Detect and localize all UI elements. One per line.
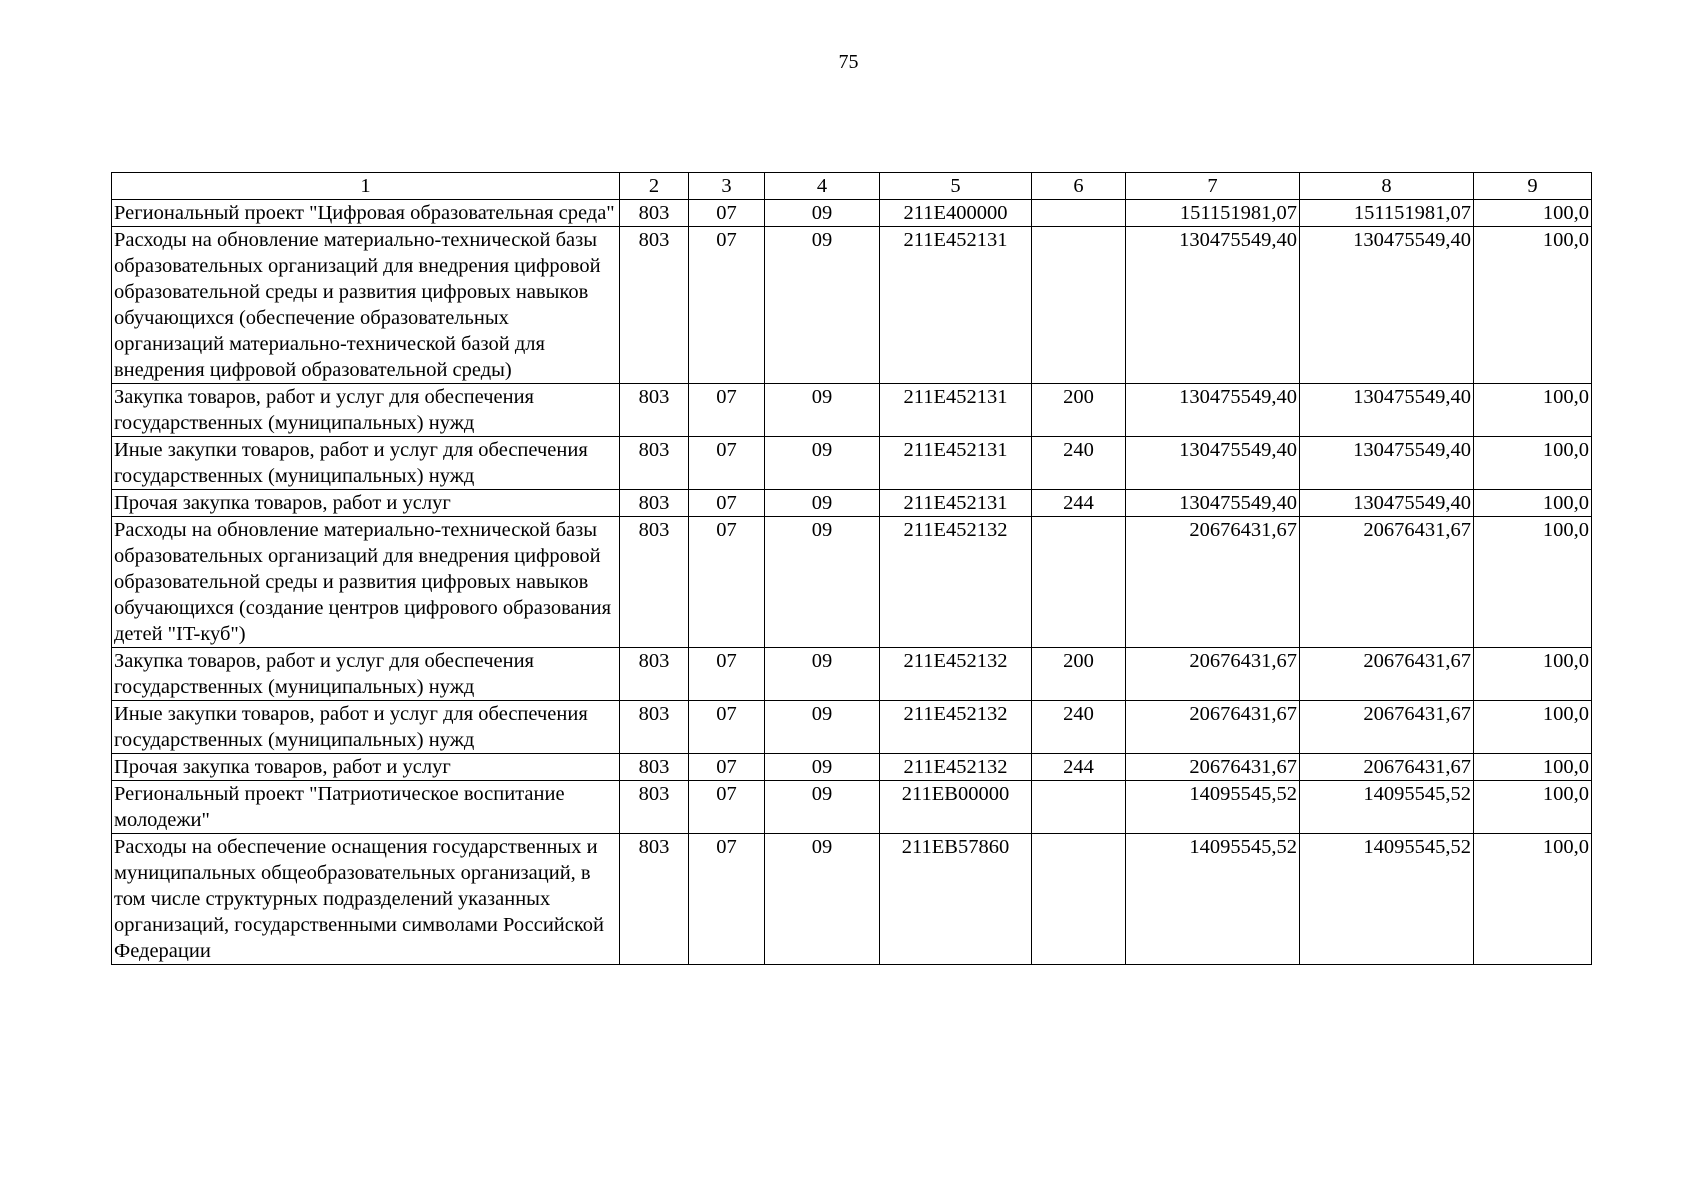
table-row xyxy=(112,754,1592,781)
subsection-code: 09 xyxy=(765,781,880,834)
ministry-code: 803 xyxy=(620,200,689,227)
planned-amount: 20676431,67 xyxy=(1126,754,1300,781)
target-article-code: 211E452132 xyxy=(880,754,1032,781)
expense-type-code xyxy=(1032,227,1126,384)
target-article-code: 211E400000 xyxy=(880,200,1032,227)
planned-amount: 130475549,40 xyxy=(1126,437,1300,490)
executed-amount: 14095545,52 xyxy=(1300,781,1474,834)
column-header: 8 xyxy=(1300,173,1474,200)
expense-type-code: 240 xyxy=(1032,701,1126,754)
planned-amount: 14095545,52 xyxy=(1126,834,1300,965)
section-code: 07 xyxy=(689,490,765,517)
column-header: 2 xyxy=(620,173,689,200)
section-code: 07 xyxy=(689,227,765,384)
target-article-code: 211E452131 xyxy=(880,437,1032,490)
executed-amount: 130475549,40 xyxy=(1300,490,1474,517)
expense-type-code: 244 xyxy=(1032,490,1126,517)
page-number: 75 xyxy=(838,51,859,73)
expense-type-code: 244 xyxy=(1032,754,1126,781)
expense-name: Прочая закупка товаров, работ и услуг xyxy=(112,490,620,517)
planned-amount: 151151981,07 xyxy=(1126,200,1300,227)
table-row xyxy=(112,490,1592,517)
ministry-code: 803 xyxy=(620,517,689,648)
expense-type-code xyxy=(1032,517,1126,648)
section-code: 07 xyxy=(689,437,765,490)
expense-name: Закупка товаров, работ и услуг для обеспечения государственных (муниципальных) нужд xyxy=(112,648,620,701)
executed-amount: 20676431,67 xyxy=(1300,754,1474,781)
ministry-code: 803 xyxy=(620,490,689,517)
expense-name: Закупка товаров, работ и услуг для обеспечения государственных (муниципальных) нужд xyxy=(112,384,620,437)
expense-name: Иные закупки товаров, работ и услуг для обеспечения государственных (муниципальных) нужд xyxy=(112,701,620,754)
planned-amount: 20676431,67 xyxy=(1126,517,1300,648)
execution-percent: 100,0 xyxy=(1474,437,1592,490)
section-code: 07 xyxy=(689,648,765,701)
subsection-code: 09 xyxy=(765,834,880,965)
execution-percent: 100,0 xyxy=(1474,490,1592,517)
execution-percent: 100,0 xyxy=(1474,754,1592,781)
target-article-code: 211E452131 xyxy=(880,227,1032,384)
ministry-code: 803 xyxy=(620,648,689,701)
execution-percent: 100,0 xyxy=(1474,648,1592,701)
executed-amount: 14095545,52 xyxy=(1300,834,1474,965)
table-row xyxy=(112,648,1592,701)
column-header: 4 xyxy=(765,173,880,200)
section-code: 07 xyxy=(689,701,765,754)
ministry-code: 803 xyxy=(620,701,689,754)
header-row xyxy=(112,173,1592,200)
expense-name: Региональный проект "Цифровая образовательная среда" xyxy=(112,200,620,227)
table-row xyxy=(112,200,1592,227)
subsection-code: 09 xyxy=(765,227,880,384)
execution-percent: 100,0 xyxy=(1474,834,1592,965)
execution-percent: 100,0 xyxy=(1474,200,1592,227)
execution-percent: 100,0 xyxy=(1474,384,1592,437)
execution-percent: 100,0 xyxy=(1474,781,1592,834)
executed-amount: 130475549,40 xyxy=(1300,437,1474,490)
expense-type-code: 240 xyxy=(1032,437,1126,490)
expense-type-code xyxy=(1032,834,1126,965)
planned-amount: 20676431,67 xyxy=(1126,701,1300,754)
table-row xyxy=(112,437,1592,490)
budget-table xyxy=(111,172,1592,965)
ministry-code: 803 xyxy=(620,754,689,781)
target-article-code: 211E452131 xyxy=(880,490,1032,517)
subsection-code: 09 xyxy=(765,437,880,490)
table-row xyxy=(112,834,1592,965)
section-code: 07 xyxy=(689,200,765,227)
expense-type-code xyxy=(1032,781,1126,834)
planned-amount: 130475549,40 xyxy=(1126,384,1300,437)
execution-percent: 100,0 xyxy=(1474,701,1592,754)
target-article-code: 211E452132 xyxy=(880,648,1032,701)
target-article-code: 211E452132 xyxy=(880,701,1032,754)
executed-amount: 130475549,40 xyxy=(1300,227,1474,384)
expense-name: Прочая закупка товаров, работ и услуг xyxy=(112,754,620,781)
subsection-code: 09 xyxy=(765,517,880,648)
column-header: 9 xyxy=(1474,173,1592,200)
target-article-code: 211EB57860 xyxy=(880,834,1032,965)
column-header: 7 xyxy=(1126,173,1300,200)
executed-amount: 130475549,40 xyxy=(1300,384,1474,437)
table-row xyxy=(112,384,1592,437)
section-code: 07 xyxy=(689,781,765,834)
section-code: 07 xyxy=(689,517,765,648)
table-row xyxy=(112,701,1592,754)
ministry-code: 803 xyxy=(620,227,689,384)
planned-amount: 130475549,40 xyxy=(1126,227,1300,384)
table-row xyxy=(112,781,1592,834)
expense-name: Региональный проект "Патриотическое воспитание молодежи" xyxy=(112,781,620,834)
expense-name: Расходы на обновление материально-технической базы образовательных организаций для внедрения цифровой образовательной среды и развития цифровых навыков обучающихся (обеспечение образовательных организаций материально-технической базой для внедрения цифровой образовательной среды) xyxy=(112,227,620,384)
ministry-code: 803 xyxy=(620,834,689,965)
expense-name: Иные закупки товаров, работ и услуг для обеспечения государственных (муниципальных) нужд xyxy=(112,437,620,490)
planned-amount: 14095545,52 xyxy=(1126,781,1300,834)
subsection-code: 09 xyxy=(765,701,880,754)
subsection-code: 09 xyxy=(765,490,880,517)
column-header: 6 xyxy=(1032,173,1126,200)
column-header: 3 xyxy=(689,173,765,200)
target-article-code: 211E452132 xyxy=(880,517,1032,648)
subsection-code: 09 xyxy=(765,754,880,781)
ministry-code: 803 xyxy=(620,437,689,490)
expense-name: Расходы на обновление материально-технической базы образовательных организаций для внедрения цифровой образовательной среды и развития цифровых навыков обучающихся (создание центров цифрового образования детей "IT-куб") xyxy=(112,517,620,648)
expense-type-code: 200 xyxy=(1032,648,1126,701)
executed-amount: 20676431,67 xyxy=(1300,701,1474,754)
execution-percent: 100,0 xyxy=(1474,227,1592,384)
table-row xyxy=(112,517,1592,648)
expense-type-code xyxy=(1032,200,1126,227)
executed-amount: 20676431,67 xyxy=(1300,517,1474,648)
expense-type-code: 200 xyxy=(1032,384,1126,437)
table-row xyxy=(112,227,1592,384)
column-header: 1 xyxy=(112,173,620,200)
section-code: 07 xyxy=(689,384,765,437)
target-article-code: 211EB00000 xyxy=(880,781,1032,834)
executed-amount: 151151981,07 xyxy=(1300,200,1474,227)
section-code: 07 xyxy=(689,834,765,965)
ministry-code: 803 xyxy=(620,781,689,834)
target-article-code: 211E452131 xyxy=(880,384,1032,437)
execution-percent: 100,0 xyxy=(1474,517,1592,648)
subsection-code: 09 xyxy=(765,200,880,227)
column-header: 5 xyxy=(880,173,1032,200)
planned-amount: 130475549,40 xyxy=(1126,490,1300,517)
expense-name: Расходы на обеспечение оснащения государственных и муниципальных общеобразовательных организаций, в том числе структурных подразделений указанных организаций, государственными символами Российской Федерации xyxy=(112,834,620,965)
section-code: 07 xyxy=(689,754,765,781)
subsection-code: 09 xyxy=(765,648,880,701)
subsection-code: 09 xyxy=(765,384,880,437)
ministry-code: 803 xyxy=(620,384,689,437)
executed-amount: 20676431,67 xyxy=(1300,648,1474,701)
planned-amount: 20676431,67 xyxy=(1126,648,1300,701)
